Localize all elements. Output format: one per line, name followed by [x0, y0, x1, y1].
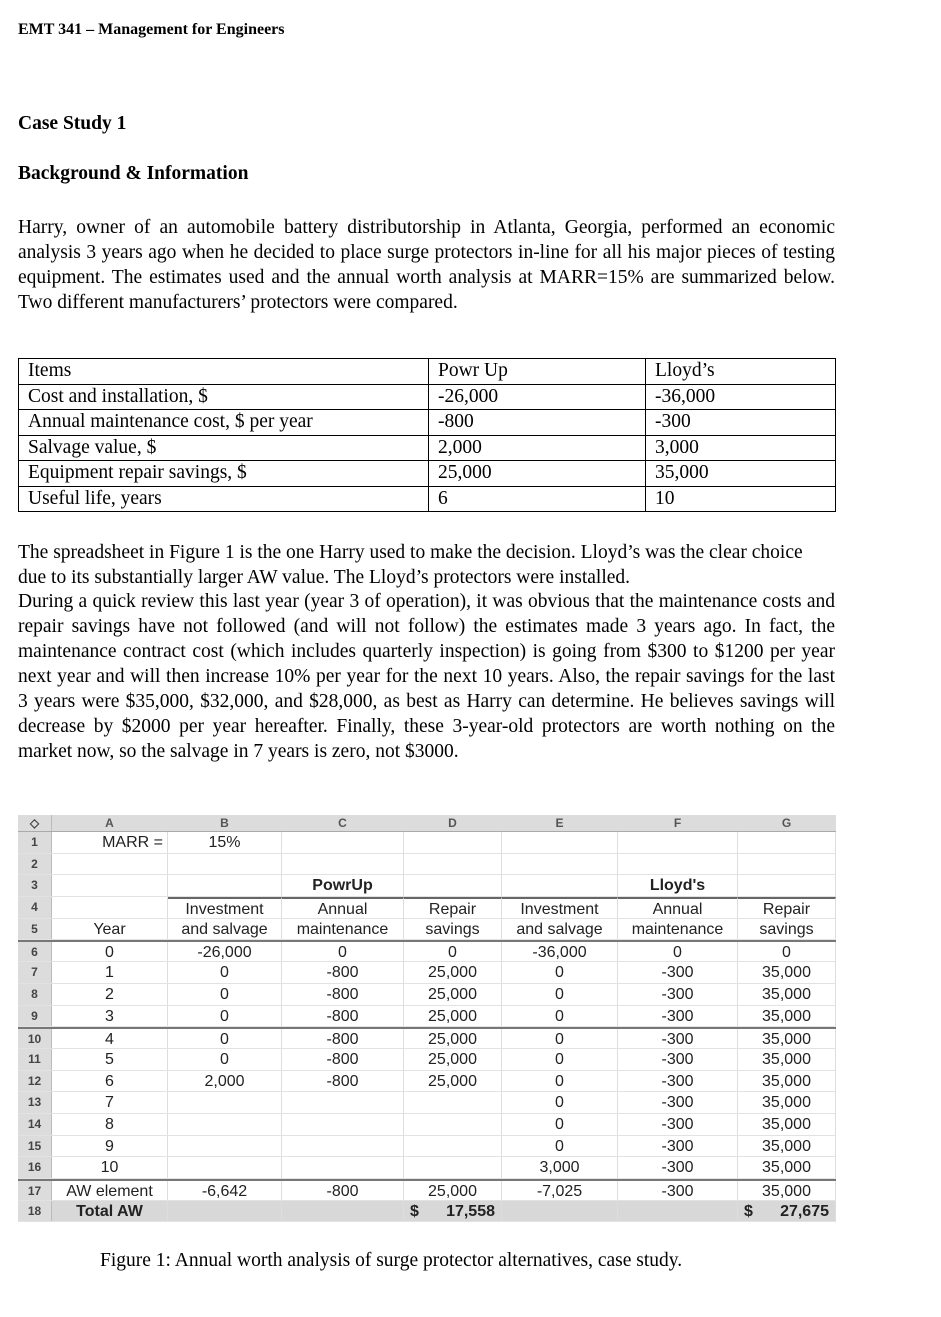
value-cell[interactable] [168, 1157, 282, 1178]
table-row [19, 384, 836, 410]
column-title[interactable]: Annual [618, 897, 738, 918]
sheet-row [18, 919, 836, 941]
row-number[interactable]: 15 [18, 1136, 52, 1157]
value-cell[interactable] [282, 1136, 404, 1157]
value-cell[interactable]: -300 [618, 1049, 738, 1070]
table-cell: 35,000 [646, 461, 836, 487]
table-cell: 25,000 [429, 461, 646, 487]
sheet-cell[interactable] [618, 832, 738, 853]
row-number[interactable]: 5 [18, 919, 52, 940]
table-row [19, 486, 836, 512]
value-cell[interactable]: -800 [282, 1071, 404, 1092]
value-cell[interactable]: 0 [282, 942, 404, 961]
sheet-cell[interactable] [404, 832, 502, 853]
value-cell[interactable]: -300 [618, 1071, 738, 1092]
column-title[interactable]: Repair [404, 897, 502, 918]
table-cell: Powr Up [429, 359, 646, 385]
value-cell[interactable]: 35,000 [738, 984, 836, 1005]
row-number[interactable]: 8 [18, 984, 52, 1005]
year-cell[interactable]: 3 [52, 1006, 168, 1027]
value-cell[interactable] [404, 1092, 502, 1113]
column-title[interactable]: Annual [282, 897, 404, 918]
column-header[interactable]: G [738, 815, 836, 831]
value-cell[interactable]: 0 [168, 1006, 282, 1027]
value-cell[interactable] [404, 1136, 502, 1157]
estimates-table [18, 358, 836, 512]
sheet-cell[interactable] [502, 832, 618, 853]
intro-paragraph: Harry, owner of an automobile battery distributorship in Atlanta, Georgia, performed an economic analysis 3 years ago when he decided to place surge protectors in-line for all his major pieces of testing equipment. The estimates used and the annual worth analysis at MARR=15% are summarized below. Two different manufacturers’ protectors were compared. [18, 217, 835, 313]
value-cell[interactable]: 3,000 [502, 1157, 618, 1178]
value-cell[interactable]: 35,000 [738, 962, 836, 983]
column-header-row [18, 815, 836, 832]
sheet-cell[interactable] [502, 875, 618, 896]
value-cell[interactable]: 35,000 [738, 1049, 836, 1070]
value-cell[interactable]: 0 [502, 1071, 618, 1092]
column-header[interactable]: E [502, 815, 618, 831]
value-cell[interactable] [282, 1157, 404, 1178]
value-cell[interactable]: 0 [168, 1049, 282, 1070]
spreadsheet-figure [18, 815, 836, 1222]
value-cell[interactable]: -300 [618, 962, 738, 983]
value-cell[interactable] [404, 1114, 502, 1135]
row-number[interactable]: 6 [18, 942, 52, 961]
table-header-row [19, 359, 836, 385]
value-cell[interactable]: -26,000 [168, 942, 282, 961]
row-number[interactable]: 18 [18, 1201, 52, 1222]
sheet-row [18, 1136, 836, 1158]
value-cell[interactable]: -800 [282, 962, 404, 983]
powrup-total-aw[interactable] [404, 1201, 502, 1222]
sheet-row [18, 897, 836, 919]
sheet-row [18, 1071, 836, 1093]
value-cell[interactable]: 35,000 [738, 1092, 836, 1113]
sheet-cell[interactable] [502, 854, 618, 875]
value-cell[interactable]: -300 [618, 1114, 738, 1135]
review-paragraph: During a quick review this last year (year 3 of operation), it was obvious that the maintenance costs and repair savings have not followed (and will not follow) the estimates made 3 years ago. In fact, the maintenance contract cost (which includes quarterly inspection) is going from $300 to $1200 per year next year and will then increase 10% per year for the next 10 years. Also, the repair savings for the last 3 years were $35,000, $32,000, and $28,000, as best as Harry can determine. He believes savings will decrease by $2000 per year hereafter. Finally, these 3-year-old protectors are worth nothing on the market now, so the salvage in 7 years is zero, not $3000. [18, 591, 835, 762]
value-cell[interactable]: 0 [738, 942, 836, 961]
value-cell[interactable]: 0 [502, 1049, 618, 1070]
sheet-cell[interactable] [168, 1201, 282, 1222]
table-cell: Lloyd’s [646, 359, 836, 385]
year-cell[interactable]: AW element [52, 1181, 168, 1200]
value-cell[interactable] [168, 1136, 282, 1157]
table-cell: 10 [646, 486, 836, 512]
powrup-total-value: 17,558 [446, 1202, 495, 1220]
value-cell[interactable]: 25,000 [404, 984, 502, 1005]
row-number[interactable]: 7 [18, 962, 52, 983]
value-cell[interactable]: 0 [168, 984, 282, 1005]
year-cell[interactable]: 1 [52, 962, 168, 983]
value-cell[interactable]: -300 [618, 1006, 738, 1027]
year-cell[interactable]: 4 [52, 1029, 168, 1048]
value-cell[interactable]: 25,000 [404, 1049, 502, 1070]
column-title[interactable]: Year [52, 919, 168, 940]
table-row [19, 435, 836, 461]
value-cell[interactable]: 35,000 [738, 1136, 836, 1157]
row-number[interactable]: 17 [18, 1181, 52, 1200]
value-cell[interactable]: -800 [282, 1181, 404, 1200]
value-cell[interactable]: -300 [618, 1092, 738, 1113]
currency-symbol: $ [744, 1202, 753, 1220]
table-cell: -300 [646, 410, 836, 436]
sheet-cell[interactable] [282, 1201, 404, 1222]
value-cell[interactable] [168, 1092, 282, 1113]
table-cell: 3,000 [646, 435, 836, 461]
sheet-cell[interactable] [618, 854, 738, 875]
sheet-cell[interactable] [52, 854, 168, 875]
row-number[interactable]: 9 [18, 1006, 52, 1027]
value-cell[interactable]: 35,000 [738, 1006, 836, 1027]
value-cell[interactable]: -6,642 [168, 1181, 282, 1200]
year-cell[interactable]: 10 [52, 1157, 168, 1178]
row-number[interactable]: 10 [18, 1029, 52, 1048]
column-title[interactable]: maintenance [618, 919, 738, 940]
sheet-row [18, 1006, 836, 1028]
value-cell[interactable]: -300 [618, 984, 738, 1005]
currency-symbol: $ [410, 1202, 419, 1220]
sheet-row [18, 1049, 836, 1071]
powrup-label[interactable]: PowrUp [282, 875, 404, 896]
table-cell: -36,000 [646, 384, 836, 410]
value-cell[interactable]: 35,000 [738, 1114, 836, 1135]
sheet-row [18, 1157, 836, 1179]
sheet-cell[interactable] [168, 875, 282, 896]
value-cell[interactable]: 0 [502, 1029, 618, 1048]
decision-paragraph: The spreadsheet in Figure 1 is the one Harry used to make the decision. Lloyd’s was the clear choice due to its substantially larger AW value. The Lloyd’s protectors were installed. [18, 542, 803, 588]
value-cell[interactable]: 25,000 [404, 1006, 502, 1027]
table-cell: Salvage value, $ [19, 435, 429, 461]
sheet-row [18, 854, 836, 876]
marr-value[interactable]: 15% [168, 832, 282, 853]
column-title[interactable]: savings [404, 919, 502, 940]
sheet-cell[interactable] [404, 854, 502, 875]
value-cell[interactable]: 25,000 [404, 1181, 502, 1200]
table-cell: Equipment repair savings, $ [19, 461, 429, 487]
value-cell[interactable]: -300 [618, 1157, 738, 1178]
value-cell[interactable] [282, 1092, 404, 1113]
value-cell[interactable] [282, 1114, 404, 1135]
value-cell[interactable]: 35,000 [738, 1181, 836, 1200]
column-title[interactable]: maintenance [282, 919, 404, 940]
table-cell: 2,000 [429, 435, 646, 461]
table-cell: -800 [429, 410, 646, 436]
table-cell: -26,000 [429, 384, 646, 410]
value-cell[interactable]: -300 [618, 1136, 738, 1157]
column-title[interactable] [52, 897, 168, 918]
value-cell[interactable]: 25,000 [404, 1029, 502, 1048]
marr-label[interactable]: MARR = [52, 832, 168, 853]
sheet-row [18, 1027, 836, 1049]
table-row [19, 410, 836, 436]
column-title[interactable]: Investment [168, 897, 282, 918]
value-cell[interactable]: 0 [502, 1114, 618, 1135]
sheet-cell[interactable] [282, 832, 404, 853]
table-cell: Useful life, years [19, 486, 429, 512]
total-aw-label[interactable]: Total AW [52, 1201, 168, 1222]
sheet-row [18, 1092, 836, 1114]
year-cell[interactable]: 6 [52, 1071, 168, 1092]
sheet-cell[interactable] [282, 854, 404, 875]
value-cell[interactable]: 25,000 [404, 1071, 502, 1092]
value-cell[interactable] [168, 1114, 282, 1135]
column-header[interactable]: D [404, 815, 502, 831]
value-cell[interactable]: -300 [618, 1181, 738, 1200]
course-header: EMT 341 – Management for Engineers [18, 21, 285, 38]
case-title: Case Study 1 [18, 113, 127, 134]
value-cell[interactable]: 0 [168, 1029, 282, 1048]
column-header[interactable]: C [282, 815, 404, 831]
sheet-cell[interactable] [168, 854, 282, 875]
sheet-cell[interactable] [404, 875, 502, 896]
year-cell[interactable]: 9 [52, 1136, 168, 1157]
value-cell[interactable]: -7,025 [502, 1181, 618, 1200]
value-cell[interactable]: 0 [502, 984, 618, 1005]
sheet-cell[interactable] [618, 1201, 738, 1222]
lloyds-label[interactable]: Lloyd's [618, 875, 738, 896]
year-cell[interactable]: 0 [52, 942, 168, 961]
sheet-row [18, 1114, 836, 1136]
value-cell[interactable]: -36,000 [502, 942, 618, 961]
column-header[interactable]: A [52, 815, 168, 831]
value-cell[interactable]: 0 [502, 1006, 618, 1027]
value-cell[interactable]: 35,000 [738, 1029, 836, 1048]
select-all-corner[interactable]: ◇ [18, 815, 52, 831]
value-cell[interactable]: 35,000 [738, 1157, 836, 1178]
sheet-row [18, 1201, 836, 1223]
sheet-cell[interactable] [738, 832, 836, 853]
row-number[interactable]: 11 [18, 1049, 52, 1070]
column-header[interactable]: B [168, 815, 282, 831]
column-title[interactable]: and salvage [168, 919, 282, 940]
column-title[interactable]: Repair [738, 897, 836, 918]
column-header[interactable]: F [618, 815, 738, 831]
sheet-cell[interactable] [502, 1201, 618, 1222]
sheet-row [18, 940, 836, 962]
value-cell[interactable]: 0 [502, 962, 618, 983]
sheet-cell[interactable] [738, 875, 836, 896]
value-cell[interactable]: -300 [618, 1029, 738, 1048]
year-cell[interactable]: 8 [52, 1114, 168, 1135]
lloyds-total-aw[interactable] [738, 1201, 836, 1222]
column-title[interactable]: savings [738, 919, 836, 940]
figure-caption: Figure 1: Annual worth analysis of surge protector alternatives, case study. [100, 1250, 683, 1271]
table-cell: Cost and installation, $ [19, 384, 429, 410]
column-title[interactable]: and salvage [502, 919, 618, 940]
row-number[interactable]: 12 [18, 1071, 52, 1092]
value-cell[interactable]: 35,000 [738, 1071, 836, 1092]
sheet-row [18, 984, 836, 1006]
value-cell[interactable]: 0 [502, 1092, 618, 1113]
sheet-cell[interactable] [52, 875, 168, 896]
column-title[interactable]: Investment [502, 897, 618, 918]
table-cell: Items [19, 359, 429, 385]
row-number[interactable]: 4 [18, 897, 52, 918]
row-number[interactable]: 13 [18, 1092, 52, 1113]
value-cell[interactable]: 0 [502, 1136, 618, 1157]
row-number[interactable]: 3 [18, 875, 52, 896]
year-cell[interactable]: 5 [52, 1049, 168, 1070]
value-cell[interactable]: -800 [282, 1029, 404, 1048]
value-cell[interactable]: 2,000 [168, 1071, 282, 1092]
row-number[interactable]: 16 [18, 1157, 52, 1178]
value-cell[interactable]: -800 [282, 984, 404, 1005]
table-row [19, 461, 836, 487]
value-cell[interactable]: 0 [618, 942, 738, 961]
sheet-row [18, 875, 836, 897]
sheet-cell[interactable] [738, 854, 836, 875]
row-number[interactable]: 2 [18, 854, 52, 875]
value-cell[interactable]: 0 [168, 962, 282, 983]
year-cell[interactable]: 7 [52, 1092, 168, 1113]
value-cell[interactable]: 0 [404, 942, 502, 961]
value-cell[interactable]: -800 [282, 1049, 404, 1070]
lloyds-total-value: 27,675 [780, 1202, 829, 1220]
value-cell[interactable] [404, 1157, 502, 1178]
row-number[interactable]: 1 [18, 832, 52, 853]
table-cell: Annual maintenance cost, $ per year [19, 410, 429, 436]
sheet-row [18, 1179, 836, 1201]
value-cell[interactable]: 25,000 [404, 962, 502, 983]
table-cell: 6 [429, 486, 646, 512]
sheet-row [18, 962, 836, 984]
sheet-row [18, 832, 836, 854]
year-cell[interactable]: 2 [52, 984, 168, 1005]
section-title: Background & Information [18, 163, 249, 184]
value-cell[interactable]: -800 [282, 1006, 404, 1027]
row-number[interactable]: 14 [18, 1114, 52, 1135]
